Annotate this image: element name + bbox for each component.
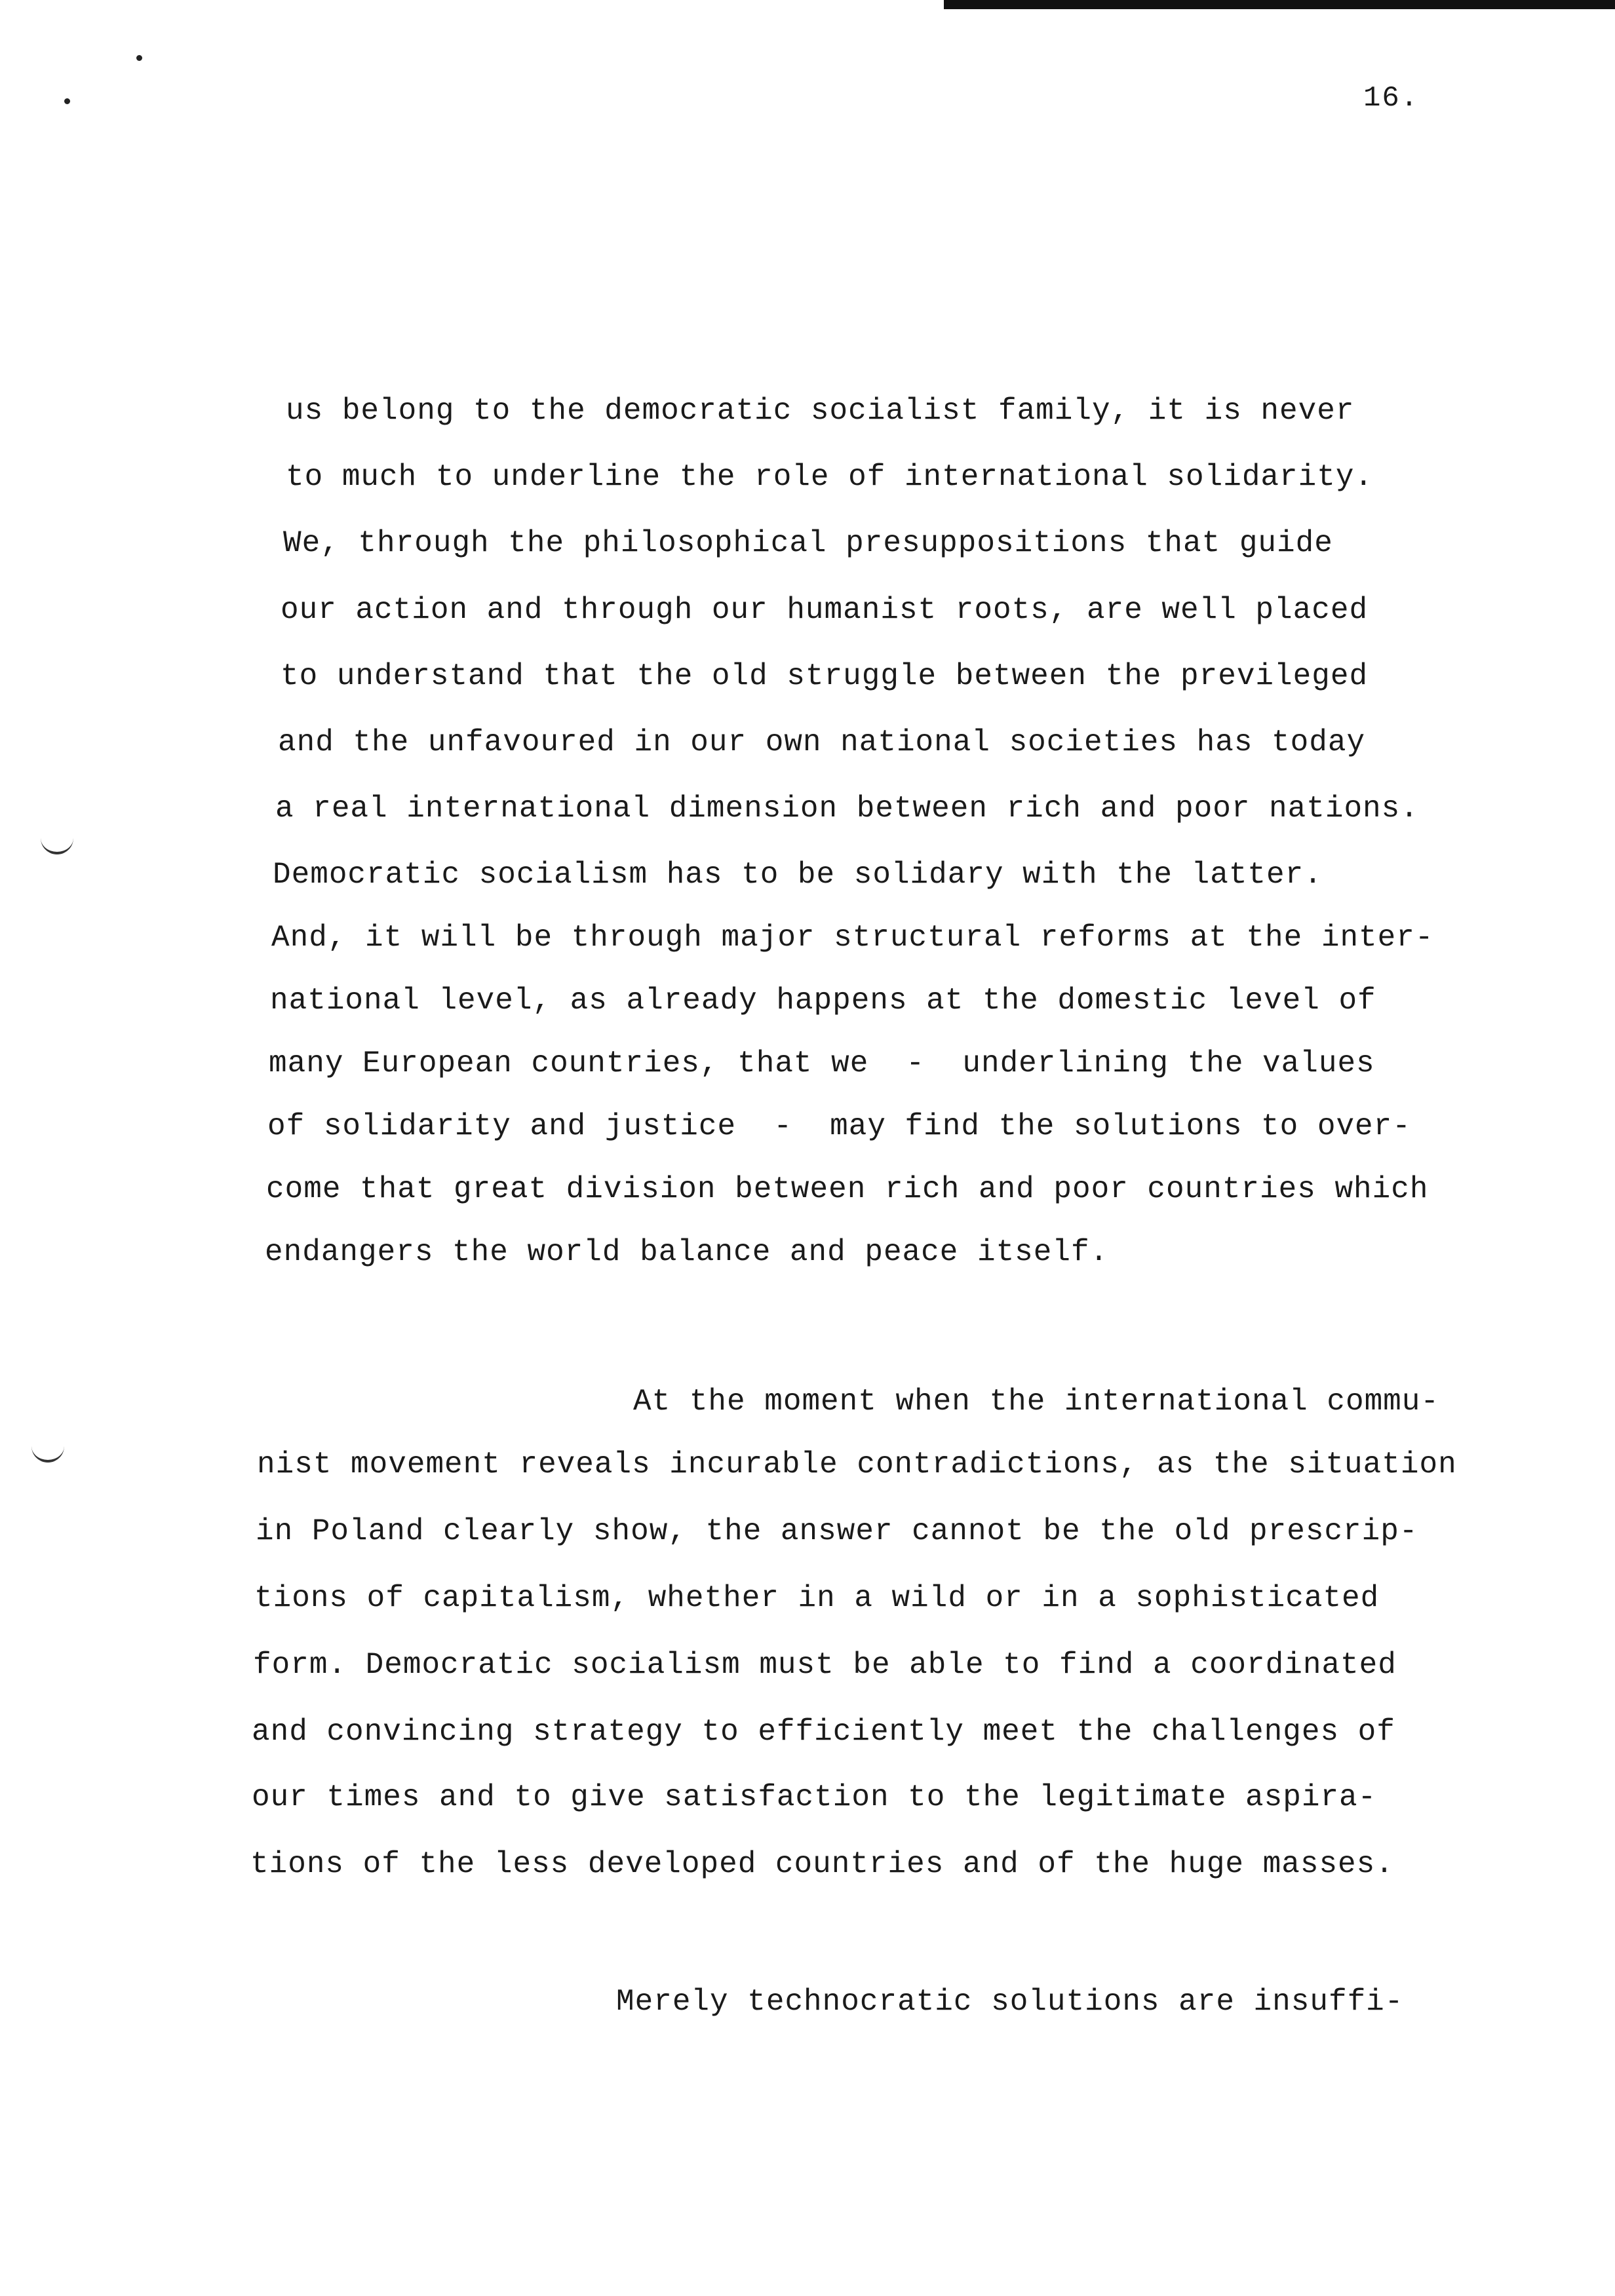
- scan-speck: [64, 98, 70, 104]
- text-line: and convincing strategy to efficiently meet the challenges of: [252, 1715, 1395, 1749]
- text-line: And, it will be through major structural reforms at the inter-: [271, 921, 1434, 955]
- page-number: 16.: [1363, 82, 1420, 115]
- text-line: endangers the world balance and peace itself.: [265, 1235, 1109, 1269]
- scan-speck: [136, 55, 142, 61]
- text-line: We, through the philosophical presuppositions that guide: [283, 526, 1333, 560]
- text-line: tions of capitalism, whether in a wild or in a sophisticated: [254, 1581, 1380, 1615]
- text-line: of solidarity and justice - may find the solutions to over-: [267, 1109, 1411, 1143]
- text-line: At the moment when the international commu-: [633, 1385, 1439, 1419]
- text-line: to understand that the old struggle between the previleged: [281, 659, 1369, 693]
- text-line: nist movement reveals incurable contradictions, as the situation: [257, 1447, 1457, 1482]
- text-line: us belong to the democratic socialist family, it is never: [286, 394, 1355, 428]
- text-line: our times and to give satisfaction to the legitimate aspira-: [252, 1780, 1377, 1814]
- text-line: our action and through our humanist roots, are well placed: [281, 593, 1369, 627]
- text-line: tions of the less developed countries and of the huge masses.: [250, 1847, 1394, 1881]
- text-line: to much to underline the role of international solidarity.: [286, 460, 1374, 494]
- text-line: Merely technocratic solutions are insuffi-: [616, 1985, 1404, 2019]
- text-line: a real international dimension between rich and poor nations.: [275, 792, 1419, 826]
- text-line: in Poland clearly show, the answer cannot be the old prescrip-: [256, 1514, 1418, 1548]
- text-line: Democratic socialism has to be solidary with the latter.: [273, 858, 1323, 892]
- text-line: form. Democratic socialism must be able to find a coordinated: [253, 1648, 1397, 1682]
- punch-hole-mark: [31, 1434, 64, 1463]
- text-line: come that great division between rich and poor countries which: [266, 1172, 1429, 1206]
- text-line: and the unfavoured in our own national societies has today: [278, 725, 1366, 759]
- text-line: many European countries, that we - underlining the values: [269, 1046, 1375, 1081]
- text-line: national level, as already happens at the domestic level of: [270, 984, 1376, 1018]
- punch-hole-mark: [41, 826, 73, 854]
- top-edge-rule: [944, 0, 1615, 9]
